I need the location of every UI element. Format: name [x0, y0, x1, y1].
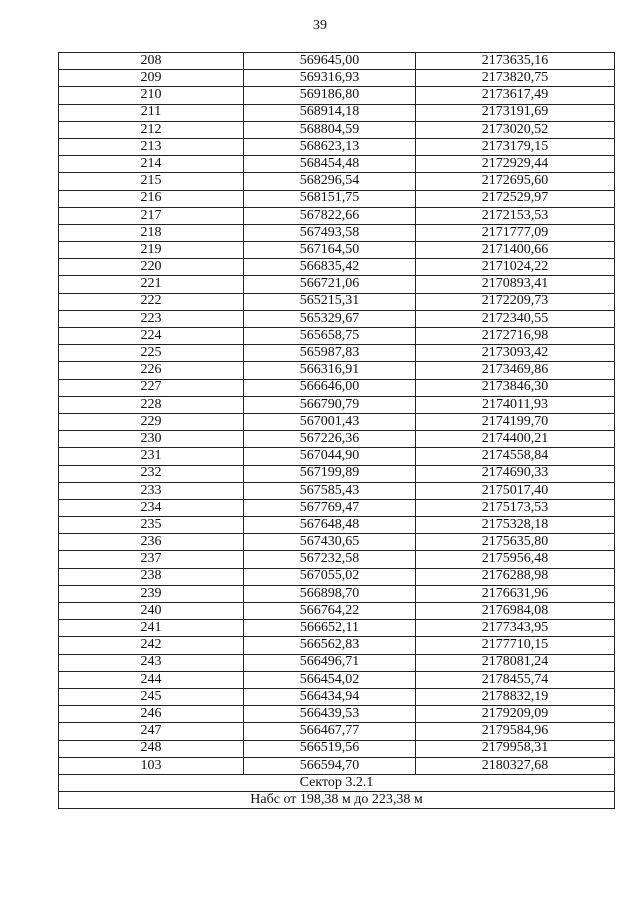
- table-row: [59, 259, 615, 276]
- table-row: [59, 190, 615, 207]
- table-row: [59, 53, 615, 70]
- y-coordinate: 2178455,74: [416, 671, 615, 688]
- table-row: [59, 740, 615, 757]
- y-coordinate: 2178081,24: [416, 654, 615, 671]
- point-number: 218: [59, 224, 244, 241]
- y-coordinate: 2174690,33: [416, 465, 615, 482]
- y-coordinate: 2172929,44: [416, 156, 615, 173]
- y-coordinate: 2172529,97: [416, 190, 615, 207]
- x-coordinate: 568623,13: [244, 138, 416, 155]
- point-number: 233: [59, 482, 244, 499]
- point-number: 238: [59, 568, 244, 585]
- point-number: 208: [59, 53, 244, 70]
- point-number: 224: [59, 328, 244, 345]
- x-coordinate: 569186,80: [244, 87, 416, 104]
- x-coordinate: 567226,36: [244, 431, 416, 448]
- point-number: 226: [59, 362, 244, 379]
- x-coordinate: 566790,79: [244, 396, 416, 413]
- y-coordinate: 2173191,69: [416, 104, 615, 121]
- x-coordinate: 568151,75: [244, 190, 416, 207]
- table-row: [59, 551, 615, 568]
- x-coordinate: 568296,54: [244, 173, 416, 190]
- height-range: Набс от 198,38 м до 223,38 м: [59, 792, 615, 809]
- table-row: [59, 207, 615, 224]
- x-coordinate: 569645,00: [244, 53, 416, 70]
- table-row: [59, 362, 615, 379]
- table-row: [59, 448, 615, 465]
- y-coordinate: 2173020,52: [416, 121, 615, 138]
- x-coordinate: 567199,89: [244, 465, 416, 482]
- x-coordinate: 569316,93: [244, 70, 416, 87]
- y-coordinate: 2173617,49: [416, 87, 615, 104]
- point-number: 217: [59, 207, 244, 224]
- x-coordinate: 566316,91: [244, 362, 416, 379]
- height-row: [59, 792, 615, 809]
- point-number: 245: [59, 688, 244, 705]
- x-coordinate: 567044,90: [244, 448, 416, 465]
- table-row: [59, 396, 615, 413]
- point-number: 103: [59, 757, 244, 774]
- y-coordinate: 2175017,40: [416, 482, 615, 499]
- sector-row: [59, 774, 615, 791]
- y-coordinate: 2179958,31: [416, 740, 615, 757]
- point-number: 235: [59, 517, 244, 534]
- point-number: 241: [59, 620, 244, 637]
- table-row: [59, 431, 615, 448]
- x-coordinate: 566439,53: [244, 706, 416, 723]
- table-row: [59, 637, 615, 654]
- y-coordinate: 2175956,48: [416, 551, 615, 568]
- y-coordinate: 2176288,98: [416, 568, 615, 585]
- table-row: [59, 293, 615, 310]
- table-row: [59, 138, 615, 155]
- y-coordinate: 2173820,75: [416, 70, 615, 87]
- table-row: [59, 465, 615, 482]
- point-number: 243: [59, 654, 244, 671]
- point-number: 222: [59, 293, 244, 310]
- y-coordinate: 2172716,98: [416, 328, 615, 345]
- point-number: 216: [59, 190, 244, 207]
- x-coordinate: 567769,47: [244, 499, 416, 516]
- y-coordinate: 2171024,22: [416, 259, 615, 276]
- point-number: 237: [59, 551, 244, 568]
- table-row: [59, 345, 615, 362]
- x-coordinate: 566898,70: [244, 585, 416, 602]
- y-coordinate: 2173469,86: [416, 362, 615, 379]
- point-number: 223: [59, 310, 244, 327]
- point-number: 225: [59, 345, 244, 362]
- point-number: 247: [59, 723, 244, 740]
- x-coordinate: 567822,66: [244, 207, 416, 224]
- point-number: 215: [59, 173, 244, 190]
- y-coordinate: 2172340,55: [416, 310, 615, 327]
- table-row: [59, 499, 615, 516]
- page-number: 39: [313, 18, 327, 33]
- table-row: [59, 757, 615, 774]
- x-coordinate: 566467,77: [244, 723, 416, 740]
- x-coordinate: 567430,65: [244, 534, 416, 551]
- point-number: 240: [59, 603, 244, 620]
- x-coordinate: 566434,94: [244, 688, 416, 705]
- table-row: [59, 568, 615, 585]
- point-number: 236: [59, 534, 244, 551]
- table-row: [59, 671, 615, 688]
- table-row: [59, 688, 615, 705]
- table-row: [59, 276, 615, 293]
- table-row: [59, 517, 615, 534]
- y-coordinate: 2171777,09: [416, 224, 615, 241]
- x-coordinate: 567232,58: [244, 551, 416, 568]
- y-coordinate: 2174199,70: [416, 413, 615, 430]
- point-number: 219: [59, 242, 244, 259]
- y-coordinate: 2174558,84: [416, 448, 615, 465]
- y-coordinate: 2177710,15: [416, 637, 615, 654]
- table-row: [59, 328, 615, 345]
- point-number: 210: [59, 87, 244, 104]
- x-coordinate: 567164,50: [244, 242, 416, 259]
- table-row: [59, 413, 615, 430]
- point-number: 234: [59, 499, 244, 516]
- table-row: [59, 104, 615, 121]
- x-coordinate: 568804,59: [244, 121, 416, 138]
- x-coordinate: 568914,18: [244, 104, 416, 121]
- x-coordinate: 565215,31: [244, 293, 416, 310]
- y-coordinate: 2173179,15: [416, 138, 615, 155]
- y-coordinate: 2179209,09: [416, 706, 615, 723]
- x-coordinate: 568454,48: [244, 156, 416, 173]
- point-number: 213: [59, 138, 244, 155]
- y-coordinate: 2177343,95: [416, 620, 615, 637]
- x-coordinate: 566519,56: [244, 740, 416, 757]
- x-coordinate: 566594,70: [244, 757, 416, 774]
- y-coordinate: 2174400,21: [416, 431, 615, 448]
- point-number: 211: [59, 104, 244, 121]
- y-coordinate: 2175635,80: [416, 534, 615, 551]
- table-body: [59, 53, 615, 775]
- point-number: 221: [59, 276, 244, 293]
- table-row: [59, 156, 615, 173]
- point-number: 209: [59, 70, 244, 87]
- x-coordinate: 567648,48: [244, 517, 416, 534]
- y-coordinate: 2175173,53: [416, 499, 615, 516]
- point-number: 220: [59, 259, 244, 276]
- table-row: [59, 654, 615, 671]
- y-coordinate: 2170893,41: [416, 276, 615, 293]
- y-coordinate: 2180327,68: [416, 757, 615, 774]
- table-row: [59, 585, 615, 602]
- y-coordinate: 2171400,66: [416, 242, 615, 259]
- table-row: [59, 534, 615, 551]
- table-row: [59, 121, 615, 138]
- y-coordinate: 2172695,60: [416, 173, 615, 190]
- point-number: 227: [59, 379, 244, 396]
- sector-label: Сектор 3.2.1: [59, 774, 615, 791]
- y-coordinate: 2173635,16: [416, 53, 615, 70]
- y-coordinate: 2173093,42: [416, 345, 615, 362]
- table-row: [59, 603, 615, 620]
- table-row: [59, 224, 615, 241]
- x-coordinate: 565329,67: [244, 310, 416, 327]
- point-number: 248: [59, 740, 244, 757]
- point-number: 239: [59, 585, 244, 602]
- x-coordinate: 566835,42: [244, 259, 416, 276]
- table-row: [59, 706, 615, 723]
- x-coordinate: 566562,83: [244, 637, 416, 654]
- y-coordinate: 2179584,96: [416, 723, 615, 740]
- point-number: 231: [59, 448, 244, 465]
- table-row: [59, 620, 615, 637]
- table-row: [59, 482, 615, 499]
- coordinates-table: [58, 52, 615, 809]
- x-coordinate: 566721,06: [244, 276, 416, 293]
- y-coordinate: 2173846,30: [416, 379, 615, 396]
- table-row: [59, 87, 615, 104]
- y-coordinate: 2175328,18: [416, 517, 615, 534]
- table-row: [59, 723, 615, 740]
- point-number: 212: [59, 121, 244, 138]
- x-coordinate: 566652,11: [244, 620, 416, 637]
- y-coordinate: 2174011,93: [416, 396, 615, 413]
- x-coordinate: 567493,58: [244, 224, 416, 241]
- x-coordinate: 566646,00: [244, 379, 416, 396]
- point-number: 246: [59, 706, 244, 723]
- y-coordinate: 2172153,53: [416, 207, 615, 224]
- table-row: [59, 242, 615, 259]
- y-coordinate: 2176984,08: [416, 603, 615, 620]
- table-row: [59, 310, 615, 327]
- y-coordinate: 2172209,73: [416, 293, 615, 310]
- point-number: 214: [59, 156, 244, 173]
- x-coordinate: 565987,83: [244, 345, 416, 362]
- x-coordinate: 567001,43: [244, 413, 416, 430]
- point-number: 232: [59, 465, 244, 482]
- y-coordinate: 2176631,96: [416, 585, 615, 602]
- x-coordinate: 567585,43: [244, 482, 416, 499]
- x-coordinate: 567055,02: [244, 568, 416, 585]
- point-number: 228: [59, 396, 244, 413]
- point-number: 244: [59, 671, 244, 688]
- point-number: 229: [59, 413, 244, 430]
- table-row: [59, 70, 615, 87]
- point-number: 230: [59, 431, 244, 448]
- table-row: [59, 173, 615, 190]
- table-row: [59, 379, 615, 396]
- point-number: 242: [59, 637, 244, 654]
- x-coordinate: 566764,22: [244, 603, 416, 620]
- x-coordinate: 566496,71: [244, 654, 416, 671]
- y-coordinate: 2178832,19: [416, 688, 615, 705]
- x-coordinate: 565658,75: [244, 328, 416, 345]
- x-coordinate: 566454,02: [244, 671, 416, 688]
